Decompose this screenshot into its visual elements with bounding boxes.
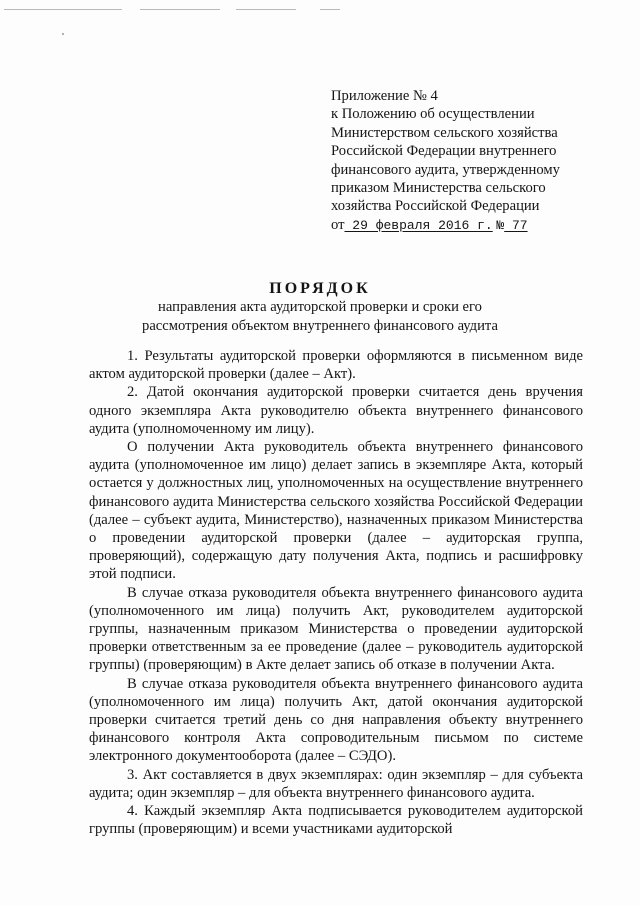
scan-artifact [140,9,220,10]
appendix-line: к Положению об осуществлении [331,106,535,123]
order-number: 77 [504,217,528,233]
document-title: ПОРЯДОК [269,280,371,297]
appendix-header [331,87,611,235]
appendix-line: Приложение № 4 [331,88,438,104]
paragraph: 1. Результаты аудиторской проверки оформляются в письменном виде актом аудиторской проверки (далее – Акт). [89,348,583,383]
subtitle-line: направления акта аудиторской проверки и сроки его [158,299,482,315]
appendix-line: финансового аудита, утвержденному [331,161,560,178]
scan-artifact [236,9,296,10]
order-date: 29 февраля 2016 г. [344,217,493,233]
paragraph: О получении Акта руководитель объекта внутреннего финансового аудита (уполномоченное им лицо) делает запись в экземпляре Акта, который остается у должностных лиц, уполномоченных на осуществление внутреннего финансового аудита Министерства сельского хозяйства Российской Федерации (далее – субъект аудита, Министерство), назначенных приказом Министерства о проведении аудиторской проверки (далее – аудиторская группа, проверяющий), содержащую дату получения Акта, подпись и расшифровку этой подписи. [89,439,583,583]
paragraph: 3. Акт составляется в двух экземплярах: один экземпляр – для субъекта аудита; один экземпляр – для объекта внутреннего финансового аудита. [89,766,583,801]
paragraph: В случае отказа руководителя объекта внутреннего финансового аудита (уполномоченного им лица) получить Акт, руководителем аудиторской группы, назначенным приказом Министерства о проведении аудиторской проверки ответственным за ее проведение (далее – руководитель аудиторской группы) (проверяющим) в Акте делает запись об отказе в получении Акта. [89,584,583,674]
subtitle-line: рассмотрения объектом внутреннего финансового аудита [142,317,498,334]
appendix-line: Российской Федерации внутреннего [331,143,557,160]
scan-artifact [320,9,340,10]
paragraph: 4. Каждый экземпляр Акта подписывается руководителем аудиторской группы (проверяющим) и всеми участниками аудиторской [89,803,583,838]
scan-artifact [62,33,64,35]
order-reference [331,216,611,235]
scan-artifact [4,9,122,10]
order-prefix: от [331,216,345,233]
order-number-sign: № [496,217,505,233]
paragraph: В случае отказа руководителя объекта внутреннего финансового аудита (уполномоченного им лица) получить Акт, датой окончания аудиторской проверки считается третий день со дня направления объекту внутреннего финансового контроля Акта сопроводительным письмом по системе электронного документооборота (далее – СЭДО). [89,675,583,765]
appendix-line: Министерством сельского хозяйства [331,124,558,141]
paragraph: 2. Датой окончания аудиторской проверки считается день вручения одного экземпляра Акта руководителю объекта внутреннего финансового аудита (уполномоченному им лицу). [89,384,583,437]
appendix-line: хозяйства Российской Федерации [331,198,540,215]
document-subtitle [0,298,640,335]
appendix-line: приказом Министерства сельского [331,180,546,197]
document-body [89,347,583,838]
